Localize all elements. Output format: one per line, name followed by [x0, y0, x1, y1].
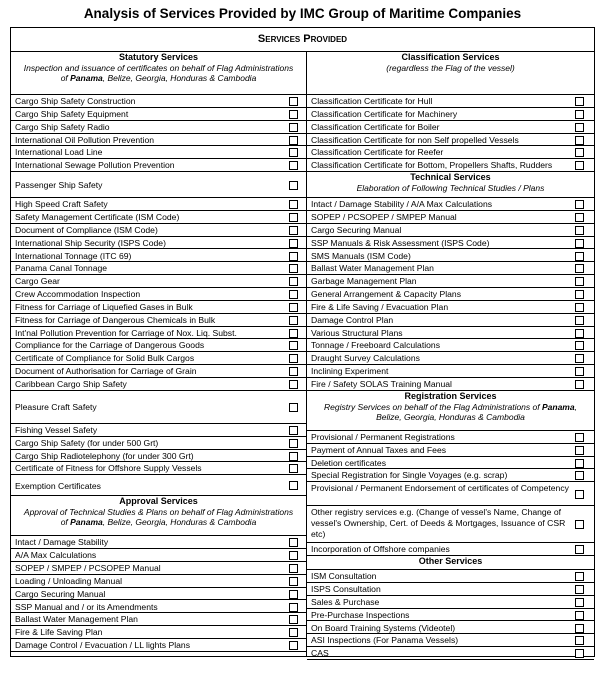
service-label: General Arrangement & Capacity Plans [311, 289, 461, 300]
service-row [307, 647, 594, 660]
service-label: Cargo Ship Safety (for under 500 Grt) [15, 437, 159, 448]
service-label: Classification Certificate for non Self propelled Vessels [311, 134, 519, 145]
service-checkbox[interactable] [289, 380, 298, 389]
service-row [307, 609, 594, 622]
service-row [11, 575, 306, 588]
service-checkbox[interactable] [575, 264, 584, 273]
service-checkbox[interactable] [575, 290, 584, 299]
service-row [307, 121, 594, 134]
service-checkbox[interactable] [575, 598, 584, 607]
service-row [307, 95, 594, 108]
service-checkbox[interactable] [289, 303, 298, 312]
service-checkbox[interactable] [575, 110, 584, 119]
service-label: Deletion certificates [311, 457, 386, 468]
service-label: Inclining Experiment [311, 366, 389, 377]
service-label: Caribbean Cargo Ship Safety [15, 379, 127, 389]
classification-section-subtitle: (regardless the Flag of the vessel) [386, 63, 515, 73]
service-label: Ballast Water Management Plan [311, 263, 434, 274]
service-row [11, 288, 306, 301]
service-label: Cargo Ship Safety Construction [15, 96, 136, 106]
service-label: International Oil Pollution Prevention [15, 134, 155, 145]
service-row [307, 301, 594, 314]
service-checkbox[interactable] [289, 97, 298, 106]
statutory-section-title: Statutory Services [118, 52, 199, 62]
service-row [11, 536, 306, 549]
service-row [11, 262, 306, 275]
service-row [11, 549, 306, 562]
service-checkbox[interactable] [289, 226, 298, 235]
service-checkbox[interactable] [289, 464, 298, 473]
service-row [11, 339, 306, 352]
approval-section-title: Approval Services [119, 496, 198, 507]
service-checkbox[interactable] [289, 354, 298, 363]
service-row [307, 378, 594, 391]
service-checkbox[interactable] [575, 433, 584, 442]
service-row [307, 596, 594, 609]
service-row [307, 469, 594, 482]
service-label: Cargo Gear [15, 276, 60, 287]
service-row [11, 95, 306, 108]
service-label: Cargo Securing Manual [311, 224, 402, 235]
service-row [11, 437, 306, 450]
service-checkbox[interactable] [575, 239, 584, 248]
service-checkbox[interactable] [289, 481, 298, 490]
service-checkbox[interactable] [289, 551, 298, 560]
service-checkbox[interactable] [289, 123, 298, 132]
service-row [11, 588, 306, 601]
service-row [307, 237, 594, 250]
service-row [11, 378, 306, 391]
service-label: Int'nal Pollution Prevention for Carriage of Nox. Liq. Subst. [15, 327, 237, 338]
service-label: Pleasure Craft Safety [15, 402, 97, 413]
service-label: International Sewage Pollution Prevention [15, 160, 175, 171]
service-row [307, 622, 594, 635]
service-row [307, 339, 594, 352]
service-label: Payment of Annual Taxes and Fees [311, 444, 447, 455]
technical-section-subtitle: Elaboration of Following Technical Studies / Plans [356, 183, 545, 194]
service-checkbox[interactable] [575, 611, 584, 620]
service-row [307, 314, 594, 327]
service-label: Classification Certificate for Boiler [311, 121, 440, 132]
service-row [307, 352, 594, 365]
service-label: Passenger Ship Safety [15, 180, 103, 191]
service-row [307, 224, 594, 237]
service-label: Classification Certificate for Hull [311, 96, 433, 106]
service-checkbox[interactable] [289, 590, 298, 599]
service-checkbox[interactable] [289, 538, 298, 547]
service-label: Fishing Vessel Safety [15, 424, 98, 435]
service-label: Loading / Unloading Manual [15, 575, 123, 586]
other-section-title: Other Services [418, 556, 483, 567]
service-row [307, 365, 594, 378]
service-row [307, 275, 594, 288]
service-checkbox[interactable] [289, 341, 298, 350]
statutory-section-subtitle: of Panama, Belize, Georgia, Honduras & Cambodia [60, 73, 257, 83]
service-row [11, 391, 306, 424]
service-checkbox[interactable] [289, 290, 298, 299]
service-checkbox[interactable] [289, 200, 298, 209]
service-checkbox[interactable] [289, 213, 298, 222]
service-label: SOPEP / PCSOPEP / SMPEP Manual [311, 211, 457, 222]
service-row [11, 314, 306, 327]
service-label: Sales & Purchase [311, 596, 380, 607]
service-checkbox[interactable] [289, 641, 298, 650]
service-checkbox[interactable] [575, 161, 584, 170]
service-row [11, 462, 306, 475]
service-checkbox[interactable] [289, 439, 298, 448]
service-row [11, 108, 306, 121]
service-row [307, 198, 594, 211]
service-label: Damage Control Plan [311, 314, 394, 325]
service-label: SMS Manuals (ISM Code) [311, 250, 411, 261]
service-label: Provisional / Permanent Endorsement of certificates of Competency [311, 483, 569, 494]
service-label: Document of Authorisation for Carriage of Grain [15, 366, 197, 377]
service-row [11, 613, 306, 626]
service-checkbox[interactable] [575, 316, 584, 325]
services-table [10, 27, 595, 657]
service-label: Certificate of Compliance for Solid Bulk Cargos [15, 353, 195, 364]
service-label: Intact / Damage Stability [15, 537, 109, 548]
statutory-section-subtitle: Inspection and issuance of certificates on behalf of Flag Administrations [23, 63, 294, 73]
service-row [11, 365, 306, 378]
page-title: Analysis of Services Provided by IMC Group of Maritime Companies [83, 6, 522, 21]
service-row [307, 506, 594, 543]
service-checkbox[interactable] [575, 572, 584, 581]
service-label: Cargo Ship Safety Equipment [15, 108, 129, 119]
service-row [11, 626, 306, 639]
service-checkbox[interactable] [289, 452, 298, 461]
service-checkbox[interactable] [289, 367, 298, 376]
approval-section-subtitle: Approval of Technical Studies & Plans on behalf of Flag Administrations [23, 507, 294, 518]
service-checkbox[interactable] [575, 148, 584, 157]
service-row [11, 301, 306, 314]
service-checkbox[interactable] [575, 367, 584, 376]
service-checkbox[interactable] [575, 490, 584, 499]
service-label: Fitness for Carriage of Dangerous Chemicals in Bulk [15, 314, 216, 325]
statutory-section-header [11, 52, 306, 95]
service-checkbox[interactable] [289, 264, 298, 273]
service-checkbox[interactable] [575, 277, 584, 286]
service-row [11, 250, 306, 263]
other-section-header [307, 556, 594, 570]
service-checkbox[interactable] [575, 226, 584, 235]
service-row [307, 583, 594, 596]
approval-section-subtitle: of Panama, Belize, Georgia, Honduras & Cambodia [60, 517, 257, 528]
services-provided-banner [11, 28, 594, 52]
service-row [11, 352, 306, 365]
service-label: Compliance for the Carriage of Dangerous Goods [15, 340, 205, 351]
service-checkbox[interactable] [289, 316, 298, 325]
service-row [11, 424, 306, 437]
service-label: Classification Certificate for Reefer [311, 147, 444, 158]
service-label: Ballast Water Management Plan [15, 614, 138, 625]
service-label: Cargo Ship Safety Radio [15, 121, 110, 132]
registration-section-subtitle: Belize, Georgia, Honduras & Cambodia [376, 411, 525, 422]
service-checkbox[interactable] [289, 615, 298, 624]
service-checkbox[interactable] [575, 459, 584, 468]
banner-text: Services Provided [257, 33, 348, 45]
service-label: ISM Consultation [311, 571, 377, 582]
service-row [307, 444, 594, 457]
service-row [11, 121, 306, 134]
service-checkbox[interactable] [289, 181, 298, 190]
service-row [307, 159, 594, 172]
service-row [11, 198, 306, 211]
service-label: Incorporation of Offshore companies [311, 544, 450, 555]
service-row [11, 562, 306, 575]
service-checkbox[interactable] [575, 545, 584, 554]
service-checkbox[interactable] [575, 471, 584, 480]
service-checkbox[interactable] [289, 252, 298, 261]
service-row [11, 275, 306, 288]
service-label: Draught Survey Calculations [311, 353, 420, 364]
registration-section-subtitle: Registry Services on behalf of the Flag Administrations of Panama, [324, 401, 577, 412]
service-label: CAS [311, 648, 329, 659]
service-row [11, 211, 306, 224]
service-label: Intact / Damage Stability / A/A Max Calculations [311, 199, 493, 210]
service-checkbox[interactable] [575, 123, 584, 132]
technical-section-title: Technical Services [410, 172, 491, 183]
service-checkbox[interactable] [289, 161, 298, 170]
service-label: A/A Max Calculations [15, 550, 97, 561]
service-label: SSP Manuals & Risk Assessment (ISPS Code) [311, 237, 490, 248]
service-row [11, 475, 306, 496]
service-checkbox[interactable] [575, 636, 584, 645]
service-checkbox[interactable] [289, 239, 298, 248]
registration-section-header [307, 391, 594, 431]
service-checkbox[interactable] [575, 252, 584, 261]
service-row [307, 634, 594, 647]
service-row [11, 639, 306, 652]
service-label: Cargo Ship Radiotelephony (for under 300 Grt) [15, 450, 194, 461]
approval-section-header [11, 496, 306, 536]
service-row [307, 482, 594, 506]
service-label: Various Structural Plans [311, 327, 403, 338]
service-row [307, 211, 594, 224]
service-row [307, 570, 594, 583]
service-row [11, 450, 306, 463]
registration-section-title: Registration Services [404, 390, 497, 401]
service-checkbox[interactable] [289, 603, 298, 612]
service-checkbox[interactable] [575, 585, 584, 594]
service-row [307, 250, 594, 263]
service-row [11, 237, 306, 250]
service-checkbox[interactable] [289, 148, 298, 157]
service-row [11, 146, 306, 159]
technical-section-header [307, 172, 594, 198]
service-checkbox[interactable] [289, 329, 298, 338]
service-label: Panama Canal Tonnage [15, 263, 108, 274]
service-checkbox[interactable] [575, 624, 584, 633]
service-label: Document of Compliance (ISM Code) [15, 224, 158, 235]
service-checkbox[interactable] [289, 628, 298, 637]
service-label: Special Registration for Single Voyages (e.g. scrap) [311, 470, 508, 481]
service-row [11, 327, 306, 340]
service-label: On Board Training Systems (Videotel) [311, 622, 456, 633]
service-label: SSP Manual and / or its Amendments [15, 601, 158, 612]
service-checkbox[interactable] [289, 136, 298, 145]
service-row [307, 327, 594, 340]
service-label: Exemption Certificates [15, 480, 101, 491]
service-label: ASI Inspections (For Panama Vessels) [311, 635, 459, 646]
service-label: Tonnage / Freeboard Calculations [311, 340, 440, 351]
service-label: Crew Accommodation Inspection [15, 289, 141, 300]
classification-section-title: Classification Services [401, 52, 500, 62]
service-checkbox[interactable] [575, 520, 584, 529]
service-label: Other registry services e.g. (Change of vessel's Name, Change of vessel's Ownership, Cert. of Deeds & Mortgages, Issuance of CSR etc) [311, 507, 566, 540]
service-checkbox[interactable] [575, 97, 584, 106]
service-row [307, 262, 594, 275]
service-checkbox[interactable] [575, 303, 584, 312]
service-checkbox[interactable] [575, 341, 584, 350]
service-checkbox[interactable] [289, 564, 298, 573]
service-checkbox[interactable] [575, 380, 584, 389]
service-label: Fire & Life Saving / Evacuation Plan [311, 301, 449, 312]
service-checkbox[interactable] [289, 426, 298, 435]
service-checkbox[interactable] [289, 577, 298, 586]
service-label: Classification Certificate for Machinery [311, 108, 458, 119]
service-label: Pre-Purchase Inspections [311, 609, 410, 620]
service-label: International Ship Security (ISPS Code) [15, 237, 166, 248]
service-label: Garbage Management Plan [311, 276, 417, 287]
service-label: Cargo Securing Manual [15, 588, 106, 599]
service-label: High Speed Craft Safety [15, 199, 108, 210]
service-label: ISPS Consultation [311, 583, 381, 594]
service-label: Provisional / Permanent Registrations [311, 431, 455, 442]
service-label: Classification Certificate for Bottom, Propellers Shafts, Rudders [311, 160, 553, 171]
service-row [307, 288, 594, 301]
service-row [307, 431, 594, 444]
service-label: SOPEP / SMPEP / PCSOPEP Manual [15, 562, 161, 573]
service-row [307, 146, 594, 159]
service-row [307, 134, 594, 147]
service-checkbox[interactable] [575, 136, 584, 145]
service-row [307, 457, 594, 470]
service-label: International Tonnage (ITC 69) [15, 250, 132, 261]
service-row [11, 159, 306, 172]
service-checkbox[interactable] [575, 200, 584, 209]
service-row [11, 134, 306, 147]
service-label: Fire & Life Saving Plan [15, 627, 103, 638]
service-checkbox[interactable] [575, 354, 584, 363]
service-checkbox[interactable] [289, 277, 298, 286]
service-checkbox[interactable] [289, 403, 298, 412]
service-row [11, 601, 306, 614]
service-checkbox[interactable] [575, 446, 584, 455]
service-row [11, 172, 306, 198]
service-label: Fitness for Carriage of Liquefied Gases in Bulk [15, 301, 193, 312]
service-label: International Load Line [15, 147, 103, 158]
service-label: Safety Management Certificate (ISM Code) [15, 211, 180, 222]
service-checkbox[interactable] [575, 649, 584, 658]
service-checkbox[interactable] [575, 213, 584, 222]
classification-section-header [307, 52, 594, 95]
service-label: Damage Control / Evacuation / LL lights Plans [15, 640, 190, 651]
service-label: Fire / Safety SOLAS Training Manual [311, 379, 452, 389]
service-checkbox[interactable] [289, 110, 298, 119]
service-row [307, 108, 594, 121]
service-row [11, 224, 306, 237]
service-row [307, 543, 594, 556]
service-label: Certificate of Fitness for Offshore Supply Vessels [15, 463, 202, 474]
service-checkbox[interactable] [575, 329, 584, 338]
